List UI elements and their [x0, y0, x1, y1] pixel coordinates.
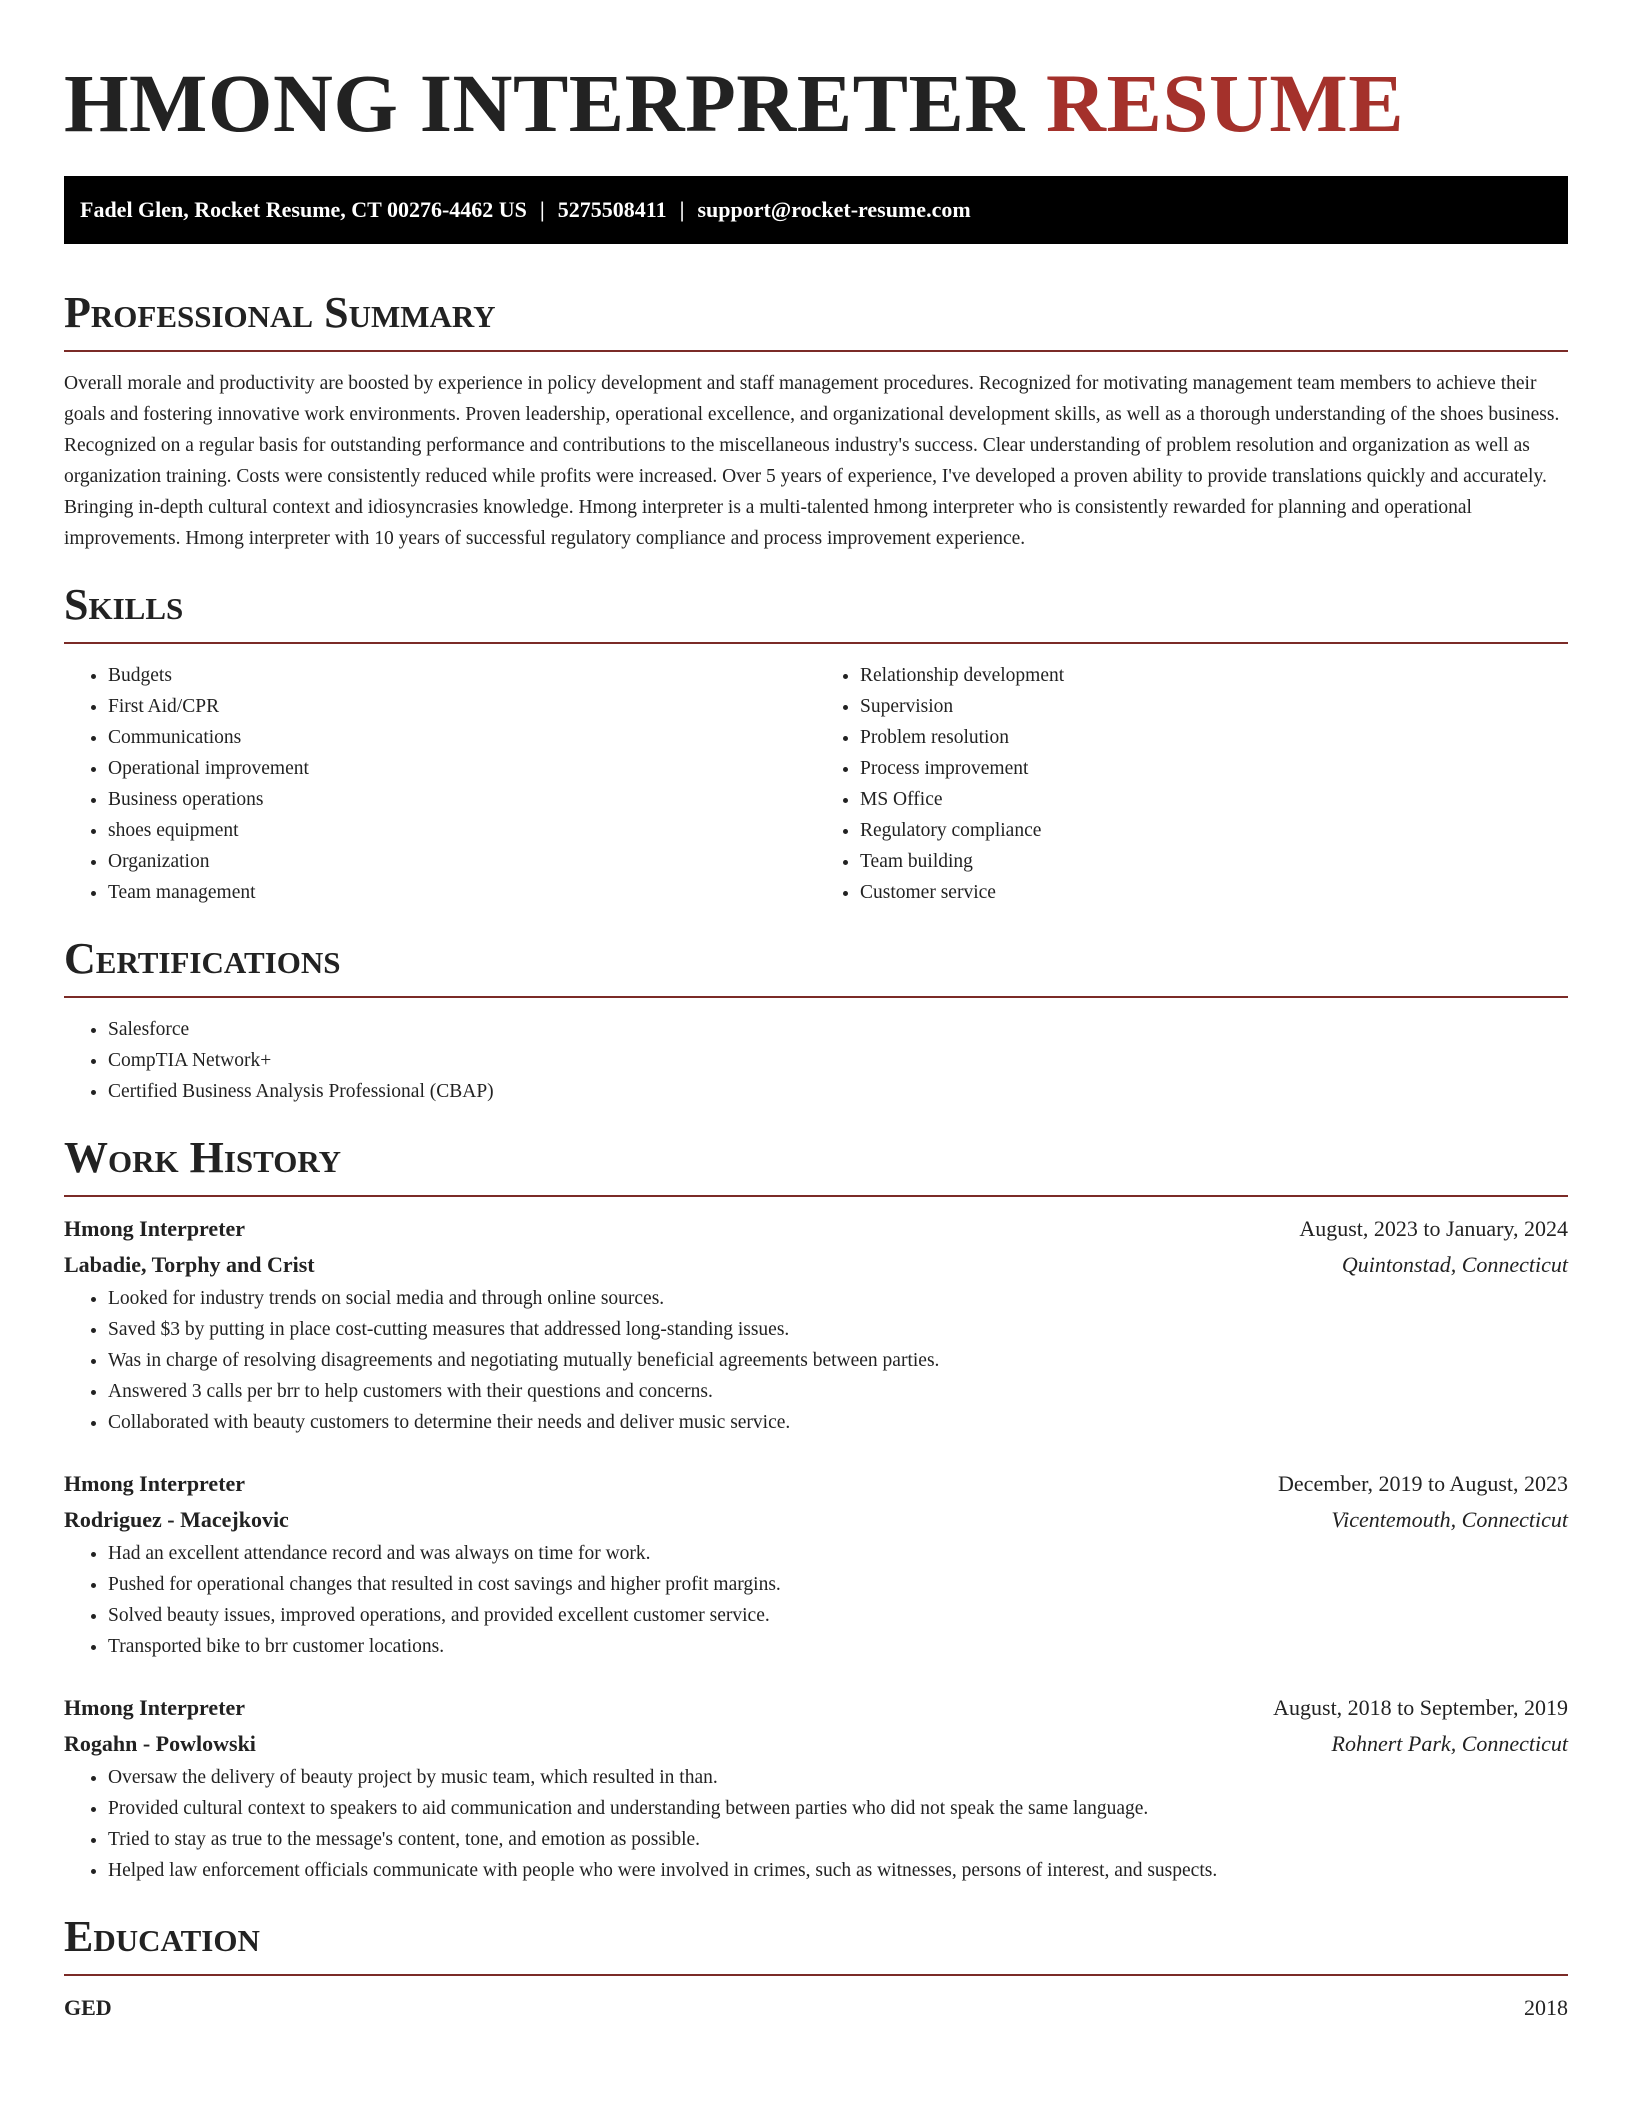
work-history-section: [64, 1133, 1568, 1886]
job-header-row: [64, 1211, 1568, 1247]
summary-text: Overall morale and productivity are boosted by experience in policy development and staff management procedures. Recognized for motivating management team members to achieve their goals and fostering innovative work environments. Proven leadership, operational excellence, and organizational development skills, as well as a thorough understanding of the shoes business. Recognized on a regular basis for outstanding performance and contributions to the miscellaneous industry's success. Clear understanding of problem resolution and organization as well as organization training. Costs were consistently reduced while profits were increased. Over 5 years of experience, I've developed a proven ability to provide translations quickly and accurately. Bringing in-depth cultural context and idiosyncrasies knowledge. Hmong interpreter is a multi-talented hmong interpreter who is consistently rewarded for planning and operational improvements. Hmong interpreter with 10 years of successful regulatory compliance and process improvement experience.: [64, 373, 1560, 549]
job-entry: [64, 1466, 1568, 1662]
job-duty: • Had an excellent attendance record and was always on time for work.: [108, 1538, 1568, 1569]
job-duties-list: [64, 1762, 1568, 1886]
job-company-row: [64, 1726, 1568, 1762]
contact-email: support@rocket-resume.com: [697, 197, 971, 222]
skill-item: • Process improvement: [860, 753, 1568, 784]
skill-item: • Operational improvement: [108, 753, 816, 784]
certifications-heading: Certifications: [64, 934, 341, 983]
skill-item: • shoes equipment: [108, 815, 816, 846]
job-duties-list: [64, 1283, 1568, 1438]
job-header-row: [64, 1690, 1568, 1726]
certification-item: • Salesforce: [108, 1014, 1568, 1045]
job-duty: • Helped law enforcement officials communicate with people who were involved in crimes, such as witnesses, persons of interest, and suspects.: [108, 1855, 1568, 1886]
skill-item: • MS Office: [860, 784, 1568, 815]
job-duty: • Solved beauty issues, improved operations, and provided excellent customer service.: [108, 1600, 1568, 1631]
job-duty: • Collaborated with beauty customers to determine their needs and deliver music service.: [108, 1407, 1568, 1438]
job-dates: December, 2019 to August, 2023: [1278, 1471, 1568, 1496]
job-title: Hmong Interpreter: [64, 1216, 246, 1241]
job-company-row: [64, 1502, 1568, 1538]
job-duty: • Pushed for operational changes that resulted in cost savings and higher profit margins.: [108, 1569, 1568, 1600]
education-year: 2018: [1524, 1995, 1568, 2020]
education-heading: Education: [64, 1912, 260, 1961]
title-accent: RESUME: [1046, 57, 1405, 149]
certifications-list: [64, 1014, 1568, 1107]
certification-item: • CompTIA Network+: [108, 1045, 1568, 1076]
skill-item: • Organization: [108, 846, 816, 877]
job-header-row: [64, 1466, 1568, 1502]
job-entry: [64, 1211, 1568, 1438]
contact-address: Fadel Glen, Rocket Resume, CT 00276-4462 US: [80, 197, 527, 222]
certifications-section: [64, 934, 1568, 1107]
job-title: Hmong Interpreter: [64, 1471, 246, 1496]
section-divider: [64, 996, 1568, 998]
job-duty: • Looked for industry trends on social media and through online sources.: [108, 1283, 1568, 1314]
resume-title: [64, 57, 1568, 149]
section-divider: [64, 642, 1568, 644]
skill-item: • Problem resolution: [860, 722, 1568, 753]
skill-item: • Team building: [860, 846, 1568, 877]
job-dates: August, 2023 to January, 2024: [1299, 1216, 1568, 1241]
contact-separator: |: [539, 197, 545, 222]
skill-item: • Relationship development: [860, 660, 1568, 691]
job-duty: • Answered 3 calls per brr to help customers with their questions and concerns.: [108, 1376, 1568, 1407]
job-duty: • Saved $3 by putting in place cost-cutting measures that addressed long-standing issues.: [108, 1314, 1568, 1345]
skill-item: • Supervision: [860, 691, 1568, 722]
skills-list-left: [64, 660, 816, 908]
skills-heading: Skills: [64, 580, 184, 629]
section-divider: [64, 350, 1568, 352]
job-location: Vicentemouth, Connecticut: [1331, 1507, 1568, 1532]
job-company: Rodriguez - Macejkovic: [64, 1507, 289, 1532]
job-title: Hmong Interpreter: [64, 1695, 246, 1720]
job-company: Rogahn - Powlowski: [64, 1731, 256, 1756]
skill-item: • First Aid/CPR: [108, 691, 816, 722]
job-company: Labadie, Torphy and Crist: [64, 1252, 315, 1277]
job-duty: • Tried to stay as true to the message's content, tone, and emotion as possible.: [108, 1824, 1568, 1855]
job-duty: • Transported bike to brr customer locations.: [108, 1631, 1568, 1662]
skills-columns: [64, 660, 1568, 908]
summary-heading: Professional Summary: [64, 288, 496, 337]
education-section: [64, 1912, 1568, 2026]
skill-item: • Team management: [108, 877, 816, 908]
contact-bar: [64, 176, 1568, 244]
contact-phone: 5275508411: [557, 197, 667, 222]
job-duty: • Was in charge of resolving disagreements and negotiating mutually beneficial agreements between parties.: [108, 1345, 1568, 1376]
education-degree: GED: [64, 1995, 112, 2020]
skills-section: [64, 580, 1568, 908]
section-divider: [64, 1974, 1568, 1976]
summary-section: [64, 288, 1568, 554]
job-dates: August, 2018 to September, 2019: [1273, 1695, 1568, 1720]
job-location: Quintonstad, Connecticut: [1341, 1252, 1568, 1277]
contact-separator: |: [679, 197, 685, 222]
skill-item: • Communications: [108, 722, 816, 753]
skill-item: • Customer service: [860, 877, 1568, 908]
section-divider: [64, 1195, 1568, 1197]
job-duty: • Oversaw the delivery of beauty project by music team, which resulted in than.: [108, 1762, 1568, 1793]
job-duty: • Provided cultural context to speakers to aid communication and understanding between parties who did not speak the same language.: [108, 1793, 1568, 1824]
job-entry: [64, 1690, 1568, 1886]
certification-item: • Certified Business Analysis Professional (CBAP): [108, 1076, 1568, 1107]
job-location: Rohnert Park, Connecticut: [1331, 1731, 1568, 1756]
education-row: [64, 1990, 1568, 2026]
skill-item: • Business operations: [108, 784, 816, 815]
skill-item: • Budgets: [108, 660, 816, 691]
work-history-heading: Work History: [64, 1133, 342, 1182]
job-duties-list: [64, 1538, 1568, 1662]
job-company-row: [64, 1247, 1568, 1283]
skills-list-right: [816, 660, 1568, 908]
title-main: HMONG INTERPRETER: [64, 57, 1025, 149]
skill-item: • Regulatory compliance: [860, 815, 1568, 846]
